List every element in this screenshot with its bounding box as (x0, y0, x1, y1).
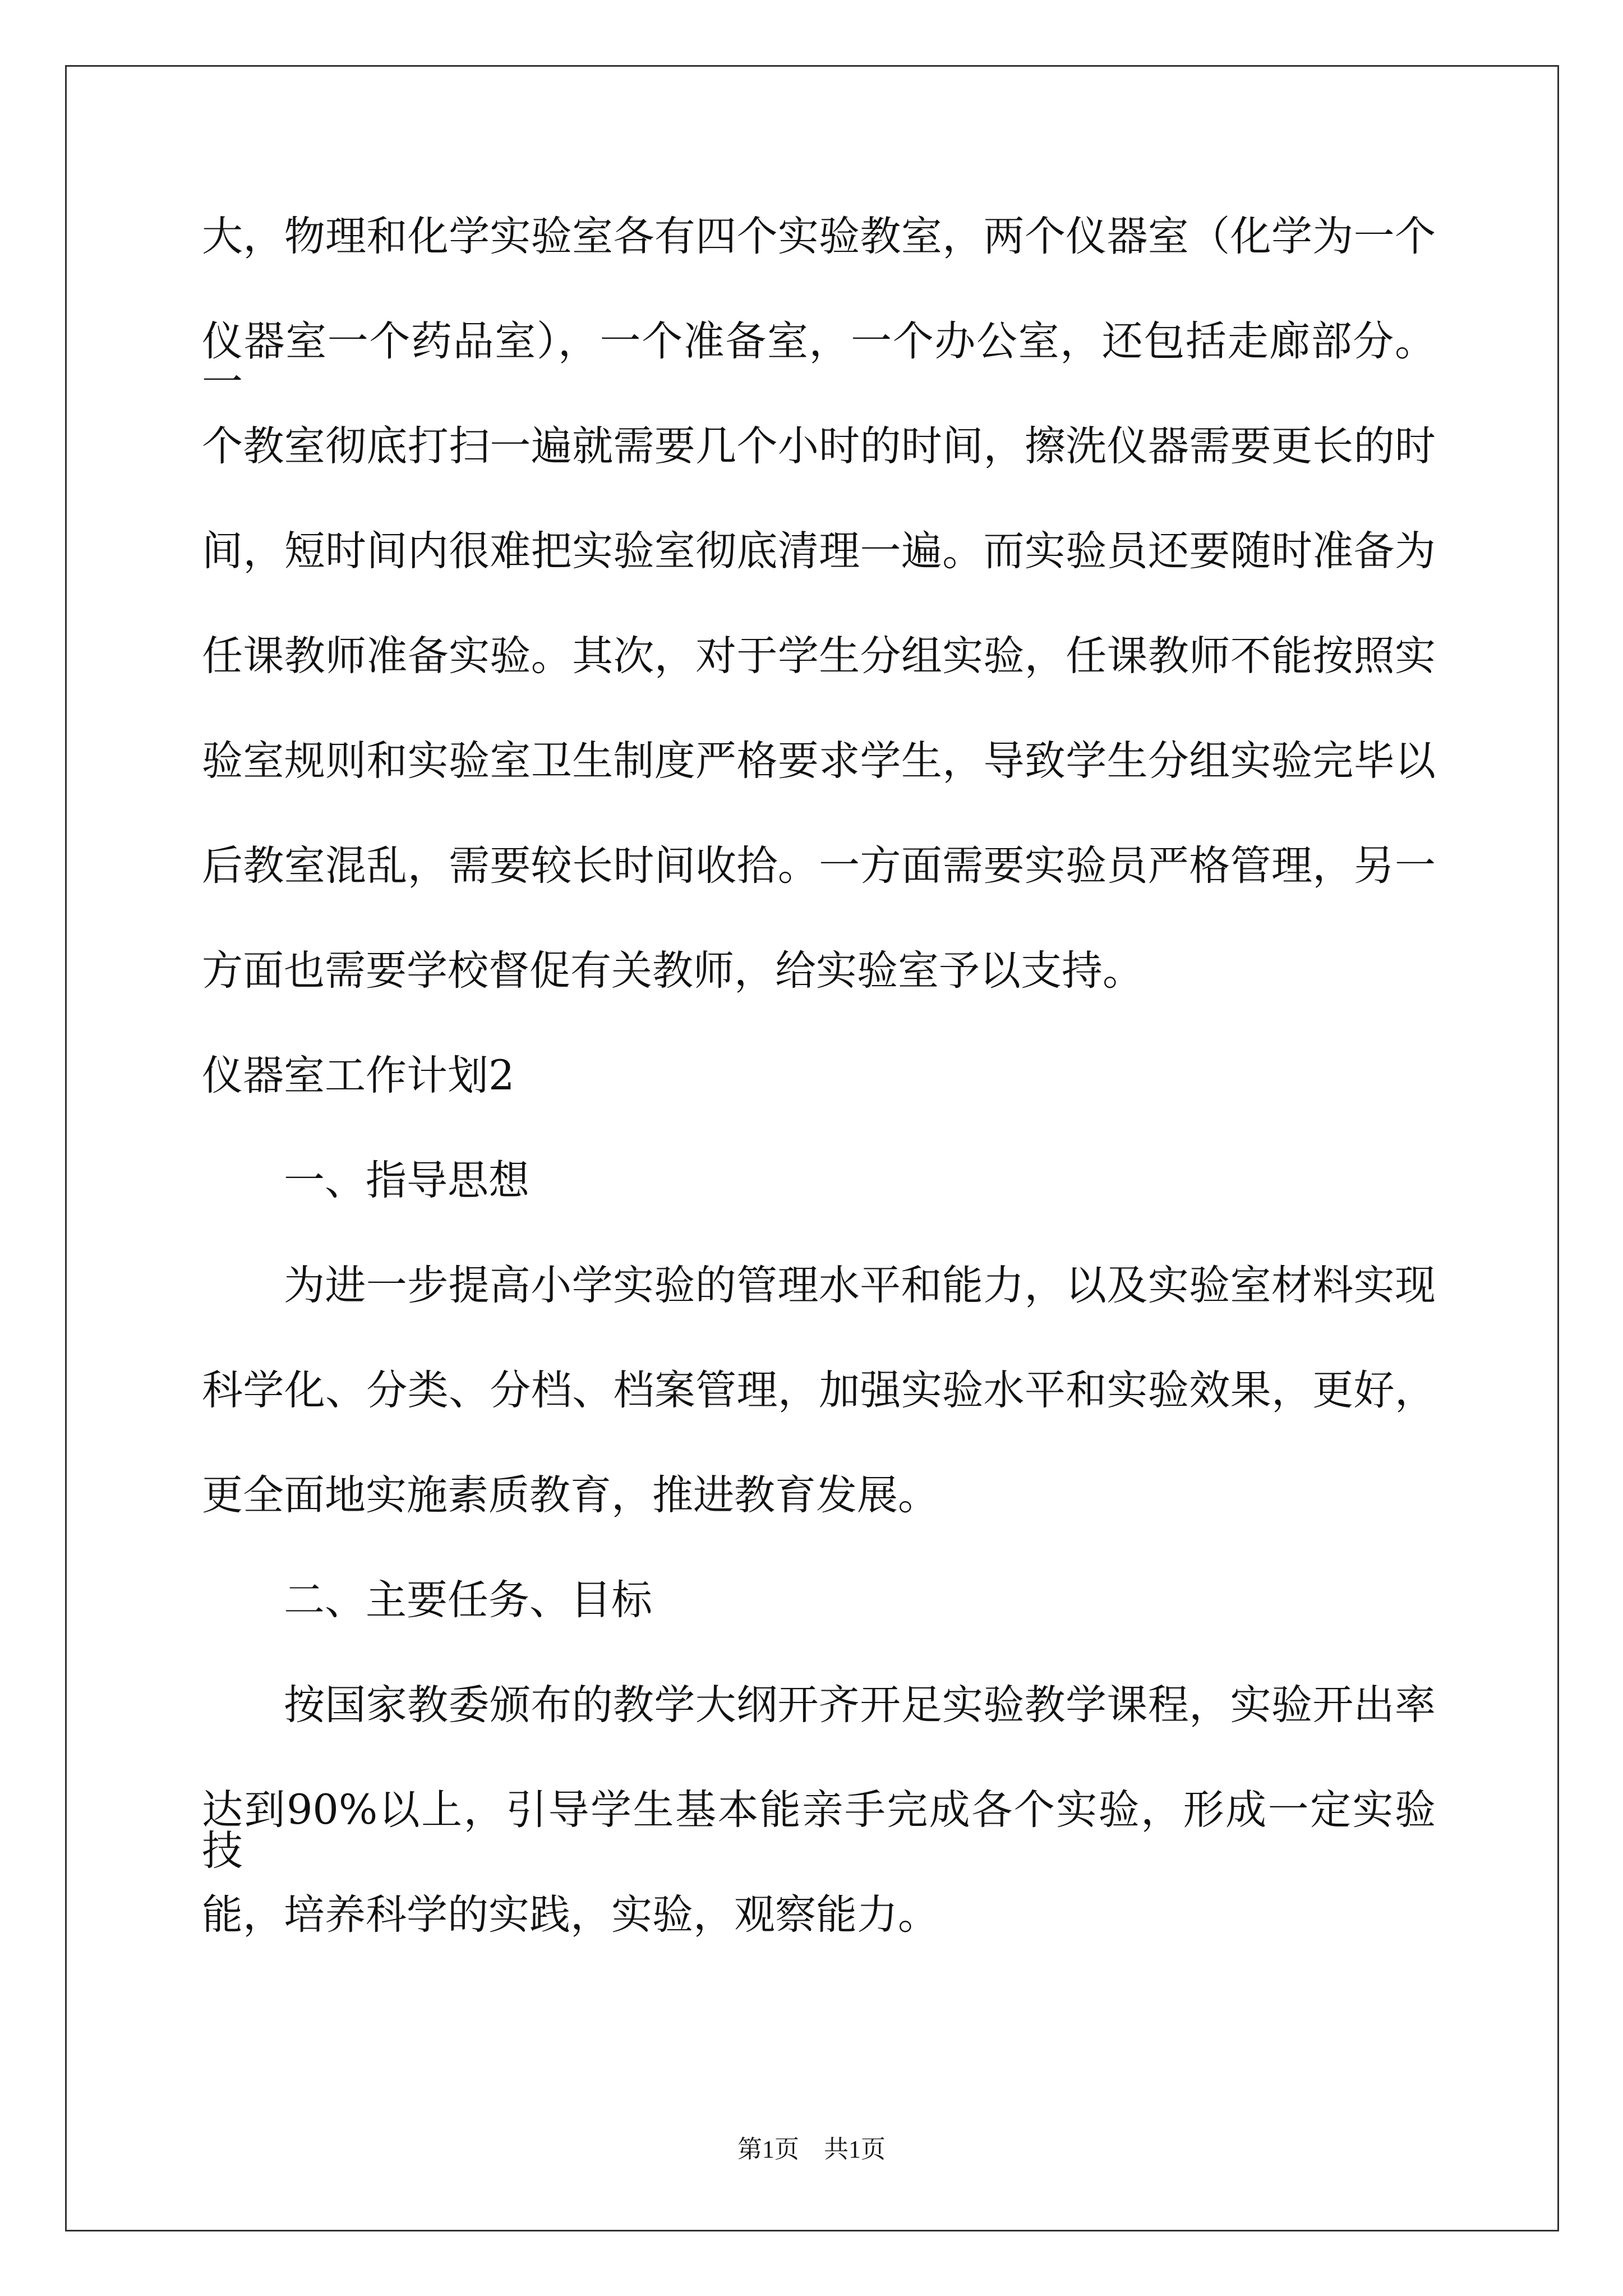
body-line: 仪器室一个药品室），一个准备室，一个办公室，还包括走廊部分。一 (202, 318, 1436, 406)
body-line: 间，短时间内很难把实验室彻底清理一遍。而实验员还要随时准备为 (202, 527, 1436, 575)
body-line: 按国家教委颁布的教学大纲开齐开足实验教学课程，实验开出率 (284, 1681, 1436, 1729)
body-line: 达到90%以上，引导学生基本能亲手完成各个实验，形成一定实验技 (202, 1786, 1436, 1875)
body-line: 方面也需要学校督促有关教师，给实验室予以支持。 (202, 947, 1144, 995)
body-line: 更全面地实施素质教育，推进教育发展。 (202, 1471, 939, 1519)
section-title: 仪器室工作计划2 (202, 1052, 515, 1099)
page-total: 共1页 (824, 2136, 886, 2163)
body-line: 大，物理和化学实验室各有四个实验教室，两个仪器室（化学为一个 (202, 213, 1436, 260)
body-line: 个教室彻底打扫一遍就需要几个小时的时间，擦洗仪器需要更长的时 (202, 422, 1436, 470)
body-line: 任课教师准备实验。其次，对于学生分组实验，任课教师不能按照实 (202, 632, 1436, 680)
heading-guiding-thought: 一、指导思想 (284, 1157, 529, 1204)
body-line: 验室规则和实验室卫生制度严格要求学生，导致学生分组实验完毕以 (202, 737, 1436, 785)
body-line: 能，培养科学的实践，实验，观察能力。 (202, 1891, 939, 1939)
document-body (202, 213, 1436, 1999)
page-footer (0, 2129, 1623, 2165)
body-line: 科学化、分类、分档、档案管理，加强实验水平和实验效果，更好， (202, 1366, 1436, 1414)
page-number: 第1页 (737, 2136, 799, 2163)
heading-main-tasks: 二、主要任务、目标 (284, 1576, 652, 1624)
body-line: 后教室混乱，需要较长时间收拾。一方面需要实验员严格管理，另一 (202, 842, 1436, 890)
body-line: 为进一步提高小学实验的管理水平和能力，以及实验室材料实现 (284, 1262, 1436, 1309)
